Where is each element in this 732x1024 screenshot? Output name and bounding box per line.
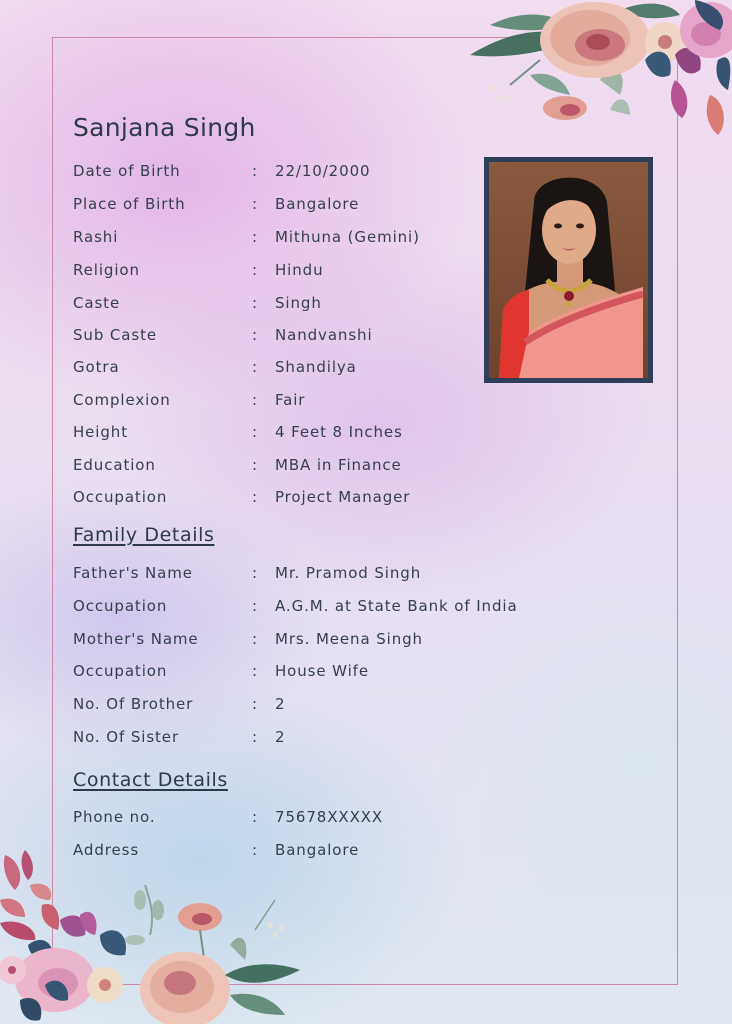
- floral-decoration-top-right: [470, 0, 732, 150]
- detail-value: Mrs. Meena Singh: [275, 630, 423, 648]
- detail-separator: :: [252, 488, 258, 506]
- detail-label: Complexion: [73, 391, 171, 409]
- detail-value: Bangalore: [275, 841, 360, 859]
- detail-label: Mother's Name: [73, 630, 199, 648]
- profile-photo: [489, 162, 648, 378]
- detail-separator: :: [252, 808, 258, 826]
- detail-value: Mr. Pramod Singh: [275, 564, 422, 582]
- detail-separator: :: [252, 695, 258, 713]
- detail-label: No. Of Sister: [73, 728, 180, 746]
- detail-value: 2: [275, 728, 286, 746]
- detail-separator: :: [252, 326, 258, 344]
- section-heading-family-details: Family Details: [73, 524, 215, 546]
- detail-value: Bangalore: [275, 195, 360, 213]
- detail-value: 75678XXXXX: [275, 808, 384, 826]
- detail-value: Singh: [275, 294, 322, 312]
- detail-value: House Wife: [275, 662, 369, 680]
- profile-photo-frame: [484, 157, 653, 383]
- profile-name: Sanjana Singh: [73, 113, 256, 142]
- detail-value: Project Manager: [275, 488, 411, 506]
- detail-separator: :: [252, 841, 258, 859]
- detail-label: Gotra: [73, 358, 120, 376]
- detail-separator: :: [252, 391, 258, 409]
- detail-value: 22/10/2000: [275, 162, 371, 180]
- detail-value: Nandvanshi: [275, 326, 373, 344]
- detail-label: Place of Birth: [73, 195, 186, 213]
- detail-separator: :: [252, 456, 258, 474]
- detail-separator: :: [252, 195, 258, 213]
- detail-value: A.G.M. at State Bank of India: [275, 597, 518, 615]
- detail-value: Fair: [275, 391, 306, 409]
- detail-separator: :: [252, 358, 258, 376]
- detail-separator: :: [252, 662, 258, 680]
- detail-separator: :: [252, 294, 258, 312]
- detail-label: Sub Caste: [73, 326, 158, 344]
- detail-label: Phone no.: [73, 808, 156, 826]
- detail-separator: :: [252, 630, 258, 648]
- detail-value: Hindu: [275, 261, 324, 279]
- detail-label: Occupation: [73, 597, 168, 615]
- detail-label: Caste: [73, 294, 121, 312]
- detail-separator: :: [252, 564, 258, 582]
- detail-label: Father's Name: [73, 564, 193, 582]
- detail-value: 4 Feet 8 Inches: [275, 423, 403, 441]
- detail-value: Mithuna (Gemini): [275, 228, 420, 246]
- detail-label: Height: [73, 423, 128, 441]
- detail-separator: :: [252, 728, 258, 746]
- detail-label: Rashi: [73, 228, 119, 246]
- section-heading-contact-details: Contact Details: [73, 769, 228, 791]
- detail-label: Religion: [73, 261, 140, 279]
- detail-label: Education: [73, 456, 156, 474]
- detail-label: Address: [73, 841, 140, 859]
- detail-separator: :: [252, 228, 258, 246]
- detail-separator: :: [252, 261, 258, 279]
- detail-value: Shandilya: [275, 358, 357, 376]
- detail-label: Date of Birth: [73, 162, 181, 180]
- detail-label: No. Of Brother: [73, 695, 194, 713]
- detail-separator: :: [252, 423, 258, 441]
- floral-decoration-bottom-left: [0, 845, 310, 1024]
- detail-value: MBA in Finance: [275, 456, 402, 474]
- detail-label: Occupation: [73, 662, 168, 680]
- detail-value: 2: [275, 695, 286, 713]
- detail-separator: :: [252, 597, 258, 615]
- portrait-illustration: [489, 162, 648, 378]
- detail-separator: :: [252, 162, 258, 180]
- detail-label: Occupation: [73, 488, 168, 506]
